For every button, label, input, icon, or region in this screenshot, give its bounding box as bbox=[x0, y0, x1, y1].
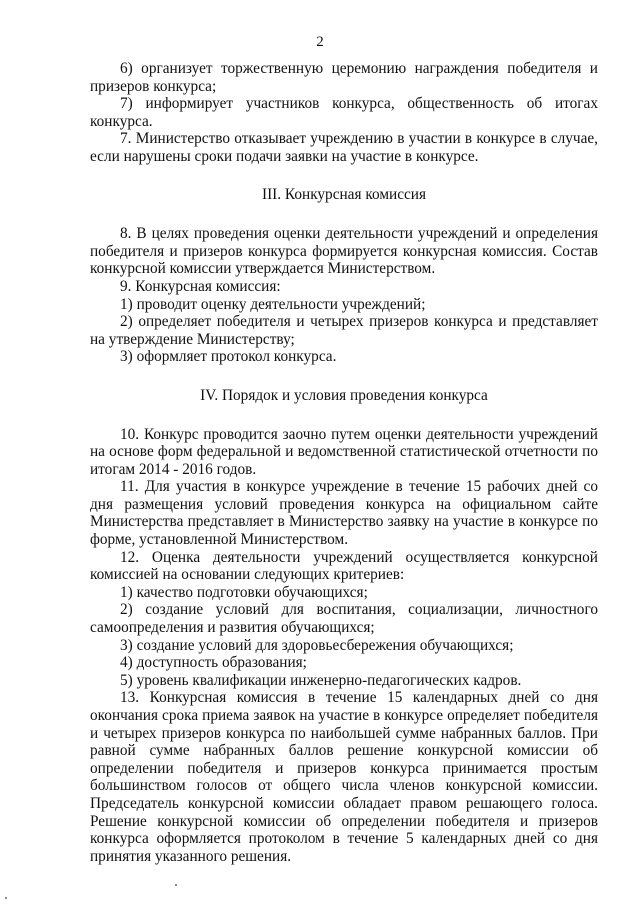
paragraph-clause-11: 11. Для участия в конкурсе учреждение в течение 15 рабочих дней со дня размещения условий проведения конкурса на официальном сайте Министерства представляет в Министерство заявку на участие в конкурсе по форме, установленной Министерством. bbox=[90, 478, 598, 549]
paragraph-clause-7: 7. Министерство отказывает учреждению в участии в конкурсе в случае, если нарушены сроки подачи заявки на участие в конкурсе. bbox=[90, 130, 598, 165]
paragraph-clause-12: 12. Оценка деятельности учреждений осуществляется конкурсной комиссией на основании следующих критериев: bbox=[90, 548, 598, 584]
paragraph-criterion-4: 4) доступность образования; bbox=[120, 654, 307, 672]
section-heading-procedure: IV. Порядок и условия проведения конкурса bbox=[200, 386, 488, 404]
scan-speck bbox=[5, 897, 7, 899]
paragraph-commission-item-2: 2) определяет победителя и четырех призеров конкурса и представляет на утверждение Министерству; bbox=[90, 313, 598, 348]
paragraph-clause-9: 9. Конкурсная комиссия: bbox=[120, 277, 281, 295]
paragraph-clause-8: 8. В целях проведения оценки деятельности учреждений и определения победителя и призеров конкурса формируется конкурсная комиссия. Состав конкурсной комиссии утверждается Министерством. bbox=[90, 225, 598, 278]
scan-speck bbox=[175, 884, 177, 886]
paragraph-criterion-1: 1) качество подготовки обучающихся; bbox=[120, 583, 368, 601]
paragraph-item-6: 6) организует торжественную церемонию награждения победителя и призеров конкурса; bbox=[90, 60, 598, 95]
paragraph-commission-item-3: 3) оформляет протокол конкурса. bbox=[120, 348, 337, 366]
paragraph-criterion-5: 5) уровень квалификации инженерно-педагогических кадров. bbox=[120, 671, 522, 689]
paragraph-item-7: 7) информирует участников конкурса, общественность об итогах конкурса. bbox=[90, 95, 598, 130]
section-heading-commission: III. Конкурсная комиссия bbox=[261, 185, 427, 203]
paragraph-commission-item-1: 1) проводит оценку деятельности учреждений; bbox=[120, 295, 426, 313]
document-body bbox=[90, 60, 598, 865]
paragraph-clause-13: 13. Конкурсная комиссия в течение 15 календарных дней со дня окончания срока приема заявок на участие в конкурсе определяет победителя и четырех призеров конкурса по наибольшей сумме набранных баллов. При равной сумме набранных баллов решение конкурсной комиссии об определении победителя и призеров конкурса принимается простым большинством голосов от общего числа членов конкурсной комиссии. Председатель конкурсной комиссии обладает правом решающего голоса. Решение конкурсной комиссии об определении победителя и призеров конкурса оформляется протоколом в течение 5 календарных дней со дня принятия указанного решения. bbox=[90, 689, 598, 865]
paragraph-criterion-3: 3) создание условий для здоровьесбережения обучающихся; bbox=[120, 636, 514, 654]
paragraph-clause-10: 10. Конкурс проводится заочно путем оценки деятельности учреждений на основе форм федеральной и ведомственной статистической отчетности по итогам 2014 - 2016 годов. bbox=[90, 425, 598, 478]
paragraph-criterion-2: 2) создание условий для воспитания, социализации, личностного самоопределения и развития обучающихся; bbox=[90, 601, 598, 637]
page-number: 2 bbox=[316, 34, 324, 50]
